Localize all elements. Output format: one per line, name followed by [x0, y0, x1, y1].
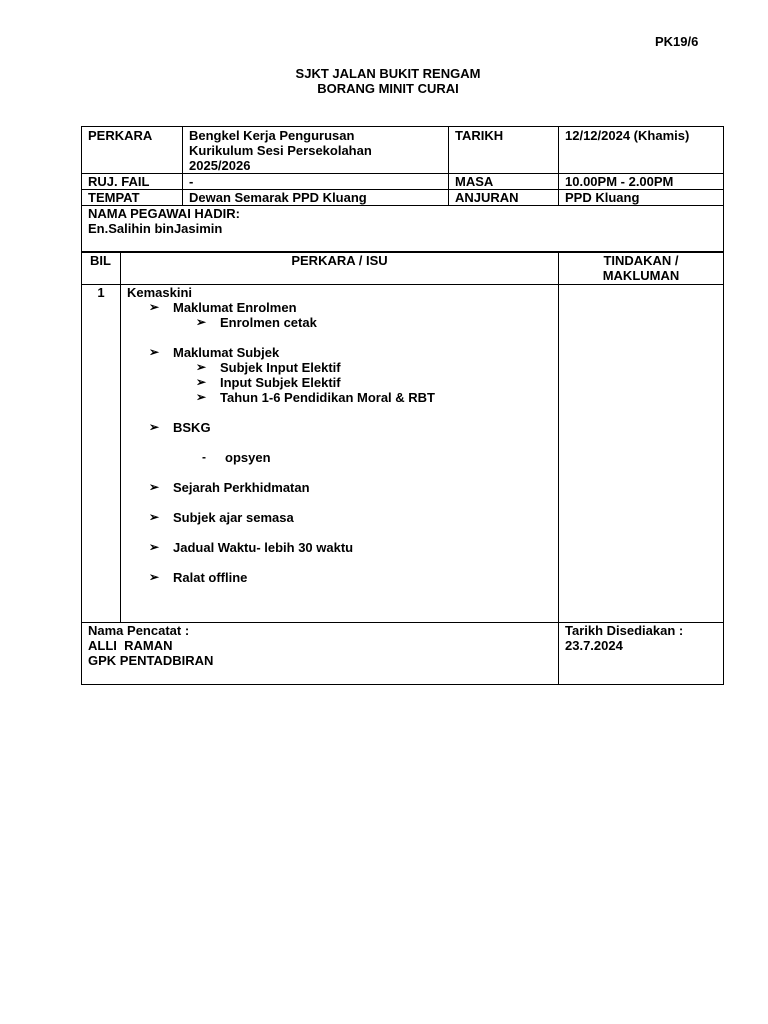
- list-item-text: opsyen: [225, 450, 271, 465]
- masa-label: MASA: [449, 174, 559, 190]
- arrow-bullet-icon: ➢: [149, 300, 160, 314]
- arrow-bullet-icon: ➢: [149, 345, 160, 359]
- arrow-bullet-icon: ➢: [149, 420, 160, 434]
- list-item-text: Subjek Input Elektif: [220, 360, 341, 375]
- tarikh-disediakan-label: Tarikh Disediakan :: [565, 623, 684, 638]
- arrow-bullet-icon: ➢: [149, 570, 160, 584]
- pencatat-role: GPK PENTADBIRAN: [88, 653, 214, 668]
- list-item: [127, 315, 552, 330]
- minutes-content: [121, 285, 559, 623]
- table-row: [82, 174, 724, 190]
- form-title: BORANG MINIT CURAI: [317, 81, 459, 96]
- minutes-heading: Kemaskini: [127, 285, 193, 300]
- perkara-line: 2025/2026: [189, 158, 251, 173]
- pegawai-hadir-name: En.Salihin binJasimin: [88, 221, 223, 236]
- pencatat-label: Nama Pencatat :: [88, 623, 190, 638]
- list-item: [127, 510, 552, 525]
- list-item-text: Tahun 1-6 Pendidikan Moral & RBT: [220, 390, 436, 405]
- arrow-bullet-icon: ➢: [149, 510, 160, 524]
- pencatat-cell: [82, 623, 559, 685]
- table-header-row: [82, 253, 724, 285]
- list-spacer: [127, 555, 552, 570]
- list-spacer: [127, 495, 552, 510]
- arrow-bullet-icon: ➢: [196, 315, 207, 329]
- tempat-label: TEMPAT: [82, 190, 183, 206]
- list-spacer: [127, 405, 552, 420]
- list-item: [127, 360, 552, 375]
- ruj-fail-label: RUJ. FAIL: [82, 174, 183, 190]
- list-item: [127, 570, 552, 585]
- tarikh-disediakan-value: 23.7.2024: [565, 638, 623, 653]
- form-reference-code: PK19/6: [655, 34, 699, 49]
- list-item-text: Ralat offline: [173, 570, 248, 585]
- list-item-text: Jadual Waktu- lebih 30 waktu: [173, 540, 354, 555]
- arrow-bullet-icon: ➢: [149, 540, 160, 554]
- list-item: [127, 375, 552, 390]
- anjuran-value: PPD Kluang: [559, 190, 724, 206]
- arrow-bullet-icon: ➢: [196, 360, 207, 374]
- pegawai-hadir-label: NAMA PEGAWAI HADIR:: [88, 206, 240, 221]
- table-row: [82, 623, 724, 685]
- perkara-line: Bengkel Kerja Pengurusan: [189, 128, 355, 143]
- column-header-bil-label: BIL: [90, 253, 111, 268]
- list-item: [127, 420, 552, 435]
- list-item: [127, 450, 552, 465]
- list-item: [127, 480, 552, 495]
- arrow-bullet-icon: ➢: [196, 390, 207, 404]
- perkara-line: Kurikulum Sesi Persekolahan: [189, 143, 372, 158]
- table-row: [82, 206, 724, 252]
- document-title: [0, 66, 768, 96]
- footer-table: [81, 622, 724, 685]
- list-item-text: Maklumat Subjek: [173, 345, 280, 360]
- table-row: [82, 127, 724, 174]
- tarikh-value: 12/12/2024 (Khamis): [559, 127, 724, 174]
- tindakan-cell: [559, 285, 724, 623]
- perkara-value: [183, 127, 449, 174]
- ruj-fail-value: -: [183, 174, 449, 190]
- list-item-text: Enrolmen cetak: [220, 315, 317, 330]
- list-spacer: [127, 435, 552, 450]
- tindakan-line: MAKLUMAN: [602, 268, 680, 283]
- tempat-value: Dewan Semarak PPD Kluang: [183, 190, 449, 206]
- list-item-text: Input Subjek Elektif: [220, 375, 341, 390]
- arrow-bullet-icon: ➢: [149, 480, 160, 494]
- tarikh-label: TARIKH: [449, 127, 559, 174]
- list-item-text: BSKG: [173, 420, 211, 435]
- pegawai-hadir-cell: [82, 206, 724, 252]
- list-item-text: Sejarah Perkhidmatan: [173, 480, 310, 495]
- anjuran-label: ANJURAN: [449, 190, 559, 206]
- column-header-perkara: PERKARA / ISU: [121, 253, 559, 285]
- list-item: [127, 345, 552, 360]
- minutes-table: [81, 252, 724, 623]
- masa-value: 10.00PM - 2.00PM: [559, 174, 724, 190]
- list-spacer: [127, 525, 552, 540]
- dash-bullet-icon: -: [202, 450, 206, 464]
- bil-number: 1: [82, 285, 121, 623]
- list-item: [127, 540, 552, 555]
- column-header-tindakan: [559, 253, 724, 285]
- perkara-label: PERKARA: [82, 127, 183, 174]
- table-row: [82, 190, 724, 206]
- list-spacer: [127, 330, 552, 345]
- list-item: [127, 300, 552, 315]
- list-item: [127, 390, 552, 405]
- tarikh-disediakan-cell: [559, 623, 724, 685]
- table-row: [82, 285, 724, 623]
- tindakan-line: TINDAKAN /: [603, 253, 679, 268]
- minutes-item-list: [127, 300, 552, 585]
- list-item-text: Subjek ajar semasa: [173, 510, 294, 525]
- column-header-bil: [82, 253, 121, 285]
- school-name: SJKT JALAN BUKIT RENGAM: [295, 66, 481, 81]
- pencatat-name: ALLI RAMAN: [88, 638, 173, 653]
- arrow-bullet-icon: ➢: [196, 375, 207, 389]
- meeting-info-table: [81, 126, 724, 252]
- list-spacer: [127, 465, 552, 480]
- list-item-text: Maklumat Enrolmen: [173, 300, 297, 315]
